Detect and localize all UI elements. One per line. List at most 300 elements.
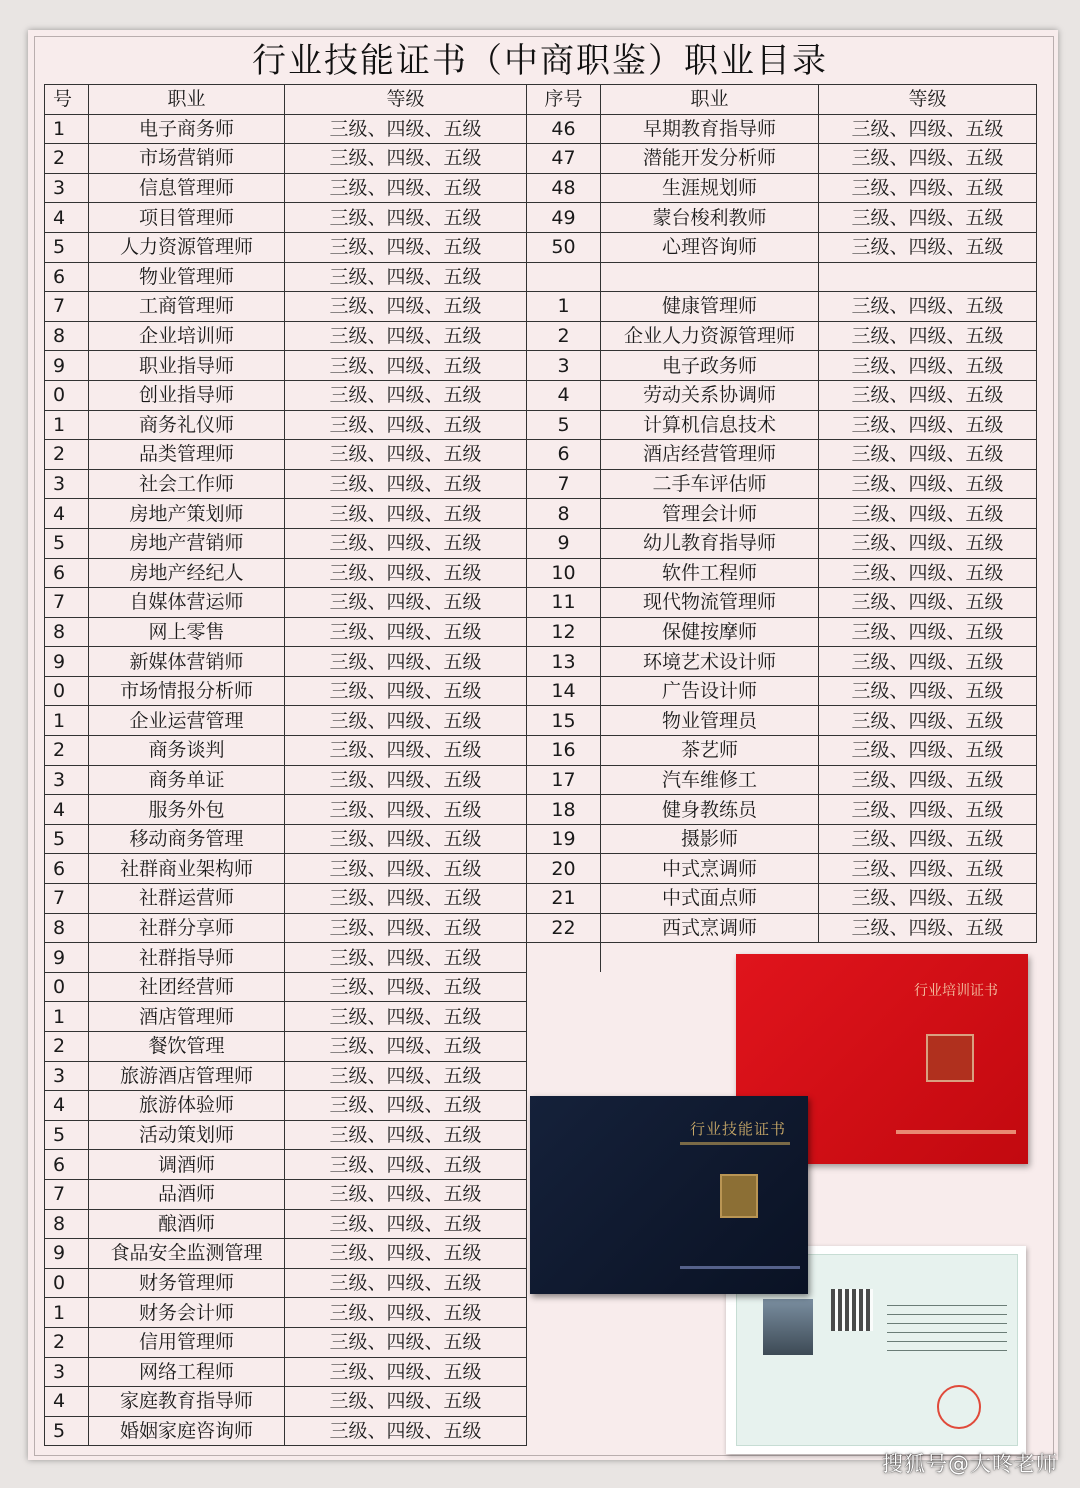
issuer-line: [896, 1130, 1016, 1134]
row-number: 4: [45, 795, 89, 825]
row-level: 三级、四级、五级: [819, 410, 1037, 440]
table-row: [45, 440, 527, 470]
row-number: 16: [527, 736, 601, 766]
row-number: 0: [45, 380, 89, 410]
row-job: 社群运营师: [89, 884, 285, 914]
table-row: [45, 558, 527, 588]
row-job: 摄影师: [601, 824, 819, 854]
row-level: 三级、四级、五级: [285, 972, 527, 1002]
table-row: [45, 1416, 527, 1446]
table-row: [45, 795, 527, 825]
row-level: 三级、四级、五级: [819, 499, 1037, 529]
row-job: 项目管理师: [89, 203, 285, 233]
row-number: 9: [527, 528, 601, 558]
row-level: 三级、四级、五级: [819, 588, 1037, 618]
table-row: [45, 144, 527, 174]
row-job: 现代物流管理师: [601, 588, 819, 618]
subtitle-line: [680, 1142, 790, 1145]
row-number: 4: [45, 1387, 89, 1417]
row-level: 三级、四级、五级: [819, 854, 1037, 884]
row-job: 市场情报分析师: [89, 676, 285, 706]
row-number: 46: [527, 114, 601, 144]
table-row: [527, 913, 1037, 943]
emblem-icon: [720, 1174, 758, 1218]
row-level: 三级、四级、五级: [285, 528, 527, 558]
row-number: 4: [45, 499, 89, 529]
table-row: [45, 1091, 527, 1121]
row-number: 17: [527, 765, 601, 795]
row-level: 三级、四级、五级: [819, 173, 1037, 203]
row-number: 50: [527, 232, 601, 262]
row-level: 三级、四级、五级: [285, 1416, 527, 1446]
row-job: 物业管理师: [89, 262, 285, 292]
table-row: [45, 1387, 527, 1417]
row-level: 三级、四级、五级: [819, 203, 1037, 233]
row-number: 21: [527, 884, 601, 914]
row-level: 三级、四级、五级: [819, 380, 1037, 410]
red-seal-icon: [937, 1385, 981, 1429]
row-number: 20: [527, 854, 601, 884]
table-row: [45, 1357, 527, 1387]
table-row: [45, 528, 527, 558]
table-row: [527, 232, 1037, 262]
table-row: [45, 617, 527, 647]
row-level: 三级、四级、五级: [819, 824, 1037, 854]
row-job: 中式烹调师: [601, 854, 819, 884]
row-job: 社群指导师: [89, 943, 285, 973]
row-job: 中式面点师: [601, 884, 819, 914]
row-level: 三级、四级、五级: [819, 114, 1037, 144]
header-num: 序号: [527, 85, 601, 115]
row-number: 7: [527, 469, 601, 499]
blank-cell: [527, 262, 601, 292]
row-level: 三级、四级、五级: [819, 292, 1037, 322]
row-job: 品类管理师: [89, 440, 285, 470]
blank-cell: [819, 262, 1037, 292]
row-number: 6: [527, 440, 601, 470]
header-level: 等级: [285, 85, 527, 115]
row-level: 三级、四级、五级: [819, 144, 1037, 174]
row-number: 22: [527, 913, 601, 943]
row-level: 三级、四级、五级: [819, 469, 1037, 499]
row-job: 西式烹调师: [601, 913, 819, 943]
row-number: 1: [45, 114, 89, 144]
table-row: [45, 676, 527, 706]
row-level: 三级、四级、五级: [285, 1002, 527, 1032]
row-number: 13: [527, 647, 601, 677]
row-number: 5: [45, 528, 89, 558]
table-row: [45, 647, 527, 677]
row-job: 劳动关系协调师: [601, 380, 819, 410]
row-level: 三级、四级、五级: [285, 1032, 527, 1062]
table-row: [45, 765, 527, 795]
table-row: [45, 1032, 527, 1062]
row-job: 二手车评估师: [601, 469, 819, 499]
row-level: 三级、四级、五级: [285, 114, 527, 144]
table-row: [527, 114, 1037, 144]
row-job: 蒙台梭利教师: [601, 203, 819, 233]
table-row: [527, 706, 1037, 736]
row-level: 三级、四级、五级: [285, 410, 527, 440]
row-number: 3: [527, 351, 601, 381]
row-level: 三级、四级、五级: [285, 1387, 527, 1417]
row-number: 3: [45, 469, 89, 499]
qr-code-icon: [831, 1289, 873, 1331]
table-row: [45, 262, 527, 292]
table-header-row: [527, 85, 1037, 115]
row-number: 7: [45, 884, 89, 914]
row-level: 三级、四级、五级: [819, 321, 1037, 351]
row-job: 健康管理师: [601, 292, 819, 322]
row-job: 工商管理师: [89, 292, 285, 322]
row-job: 市场营销师: [89, 144, 285, 174]
table-row: [45, 1150, 527, 1180]
emblem-icon: [926, 1034, 974, 1082]
row-job: 茶艺师: [601, 736, 819, 766]
row-job: 企业人力资源管理师: [601, 321, 819, 351]
row-job: 早期教育指导师: [601, 114, 819, 144]
row-job: 汽车维修工: [601, 765, 819, 795]
row-level: 三级、四级、五级: [285, 558, 527, 588]
header-level: 等级: [819, 85, 1037, 115]
header-job: 职业: [601, 85, 819, 115]
page-title: 行业技能证书（中商职鉴）职业目录: [252, 41, 828, 81]
row-number: 0: [45, 1268, 89, 1298]
right-catalog-table: [526, 84, 1037, 972]
row-level: 三级、四级、五级: [285, 1239, 527, 1269]
row-number: 0: [45, 676, 89, 706]
table-row: [527, 469, 1037, 499]
table-row: [45, 1239, 527, 1269]
table-row: [527, 617, 1037, 647]
row-job: 人力资源管理师: [89, 232, 285, 262]
row-level: 三级、四级、五级: [819, 558, 1037, 588]
row-level: 三级、四级、五级: [819, 676, 1037, 706]
row-job: 网络工程师: [89, 1357, 285, 1387]
table-row: [527, 410, 1037, 440]
table-row: [45, 499, 527, 529]
row-job: 生涯规划师: [601, 173, 819, 203]
left-catalog-table: [44, 84, 527, 1446]
row-job: 酒店管理师: [89, 1002, 285, 1032]
row-level: 三级、四级、五级: [285, 1327, 527, 1357]
table-row: [45, 854, 527, 884]
navy-certificate-photo: [530, 1096, 808, 1294]
table-row: [527, 647, 1037, 677]
row-level: 三级、四级、五级: [819, 736, 1037, 766]
table-row: [45, 588, 527, 618]
row-level: 三级、四级、五级: [285, 617, 527, 647]
row-level: 三级、四级、五级: [285, 232, 527, 262]
header-job: 职业: [89, 85, 285, 115]
row-number: 8: [45, 913, 89, 943]
issuer-line: [680, 1266, 800, 1269]
row-number: 6: [45, 558, 89, 588]
holder-photo: [763, 1299, 813, 1355]
row-job: 自媒体营运师: [89, 588, 285, 618]
row-job: 商务礼仪师: [89, 410, 285, 440]
table-row: [45, 1298, 527, 1328]
table-row: [45, 173, 527, 203]
row-number: 2: [45, 1327, 89, 1357]
row-level: 三级、四级、五级: [285, 1209, 527, 1239]
row-job: 社会工作师: [89, 469, 285, 499]
table-row: [527, 854, 1037, 884]
row-number: 2: [45, 144, 89, 174]
red-certificate-title: 行业培训证书: [914, 983, 998, 999]
row-job: 社群商业架构师: [89, 854, 285, 884]
row-number: 6: [45, 854, 89, 884]
blank-cell: [601, 262, 819, 292]
row-number: 3: [45, 765, 89, 795]
table-row: [527, 676, 1037, 706]
row-level: 三级、四级、五级: [285, 351, 527, 381]
table-row: [45, 1061, 527, 1091]
row-level: 三级、四级、五级: [819, 351, 1037, 381]
table-row: [45, 736, 527, 766]
row-number: 6: [45, 1150, 89, 1180]
table-row: [527, 351, 1037, 381]
row-level: 三级、四级、五级: [285, 499, 527, 529]
table-row: [45, 114, 527, 144]
row-level: 三级、四级、五级: [819, 617, 1037, 647]
row-level: 三级、四级、五级: [285, 1061, 527, 1091]
row-job: 计算机信息技术: [601, 410, 819, 440]
row-job: 财务管理师: [89, 1268, 285, 1298]
row-number: 8: [45, 617, 89, 647]
table-row: [527, 144, 1037, 174]
row-job: 品酒师: [89, 1179, 285, 1209]
row-level: 三级、四级、五级: [285, 913, 527, 943]
blank-row: [527, 262, 1037, 292]
row-number: 9: [45, 1239, 89, 1269]
row-number: 14: [527, 676, 601, 706]
row-number: 5: [45, 232, 89, 262]
row-number: 2: [45, 1032, 89, 1062]
row-job: 旅游酒店管理师: [89, 1061, 285, 1091]
row-number: 11: [527, 588, 601, 618]
row-job: 健身教练员: [601, 795, 819, 825]
row-number: 5: [527, 410, 601, 440]
row-level: 三级、四级、五级: [819, 706, 1037, 736]
row-level: 三级、四级、五级: [819, 913, 1037, 943]
table-row: [45, 1179, 527, 1209]
row-level: 三级、四级、五级: [285, 736, 527, 766]
navy-certificate-title: 行业技能证书: [690, 1120, 787, 1138]
row-number: 8: [527, 499, 601, 529]
row-job: 企业培训师: [89, 321, 285, 351]
row-level: 三级、四级、五级: [285, 647, 527, 677]
row-level: 三级、四级、五级: [285, 1091, 527, 1121]
row-number: 8: [45, 321, 89, 351]
row-level: 三级、四级、五级: [285, 144, 527, 174]
row-level: 三级、四级、五级: [285, 884, 527, 914]
row-level: 三级、四级、五级: [285, 1298, 527, 1328]
row-job: 软件工程师: [601, 558, 819, 588]
table-row: [527, 588, 1037, 618]
row-job: 创业指导师: [89, 380, 285, 410]
row-job: 财务会计师: [89, 1298, 285, 1328]
table-row: [527, 824, 1037, 854]
row-job: 幼儿教育指导师: [601, 528, 819, 558]
row-level: 三级、四级、五级: [819, 647, 1037, 677]
row-job: 商务谈判: [89, 736, 285, 766]
row-number: 48: [527, 173, 601, 203]
row-number: 6: [45, 262, 89, 292]
table-row: [527, 736, 1037, 766]
table-row: [45, 1209, 527, 1239]
row-number: 4: [527, 380, 601, 410]
row-level: 三级、四级、五级: [819, 232, 1037, 262]
row-job: 企业运营管理: [89, 706, 285, 736]
row-job: 广告设计师: [601, 676, 819, 706]
row-level: 三级、四级、五级: [285, 173, 527, 203]
table-row: [45, 203, 527, 233]
row-job: 社群分享师: [89, 913, 285, 943]
table-row: [45, 410, 527, 440]
row-number: 1: [527, 292, 601, 322]
row-number: 5: [45, 824, 89, 854]
table-row: [45, 1268, 527, 1298]
row-job: 家庭教育指导师: [89, 1387, 285, 1417]
row-job: 管理会计师: [601, 499, 819, 529]
table-row: [45, 884, 527, 914]
table-row: [527, 765, 1037, 795]
row-job: 房地产营销师: [89, 528, 285, 558]
row-job: 酒店经营管理师: [601, 440, 819, 470]
row-job: 网上零售: [89, 617, 285, 647]
table-row: [527, 321, 1037, 351]
table-row: [45, 232, 527, 262]
row-level: 三级、四级、五级: [285, 203, 527, 233]
row-number: 0: [45, 972, 89, 1002]
certificate-text-block: [887, 1297, 1007, 1357]
table-row: [45, 380, 527, 410]
row-number: 3: [45, 1357, 89, 1387]
row-job: 服务外包: [89, 795, 285, 825]
row-number: 2: [45, 736, 89, 766]
watermark: 搜狐号@大咚老师: [882, 1452, 1058, 1476]
row-level: 三级、四级、五级: [285, 292, 527, 322]
row-job: 电子商务师: [89, 114, 285, 144]
row-number: 2: [527, 321, 601, 351]
row-level: 三级、四级、五级: [285, 321, 527, 351]
row-number: 1: [45, 1298, 89, 1328]
row-number: 5: [45, 1120, 89, 1150]
row-number: 7: [45, 292, 89, 322]
row-level: 三级、四级、五级: [285, 1150, 527, 1180]
row-number: 9: [45, 647, 89, 677]
row-level: 三级、四级、五级: [285, 1357, 527, 1387]
table-row: [527, 440, 1037, 470]
row-job: 信息管理师: [89, 173, 285, 203]
table-row: [45, 1120, 527, 1150]
row-job: 房地产经纪人: [89, 558, 285, 588]
row-job: 潜能开发分析师: [601, 144, 819, 174]
row-level: 三级、四级、五级: [819, 440, 1037, 470]
row-number: 3: [45, 1061, 89, 1091]
row-job: 心理咨询师: [601, 232, 819, 262]
row-number: 9: [45, 351, 89, 381]
row-number: 8: [45, 1209, 89, 1239]
row-number: 49: [527, 203, 601, 233]
row-job: 新媒体营销师: [89, 647, 285, 677]
table-row: [45, 1327, 527, 1357]
table-row: [527, 528, 1037, 558]
row-level: 三级、四级、五级: [285, 262, 527, 292]
row-job: 信用管理师: [89, 1327, 285, 1357]
table-row: [527, 292, 1037, 322]
table-row: [45, 351, 527, 381]
row-job: 酿酒师: [89, 1209, 285, 1239]
table-row: [45, 1002, 527, 1032]
row-level: 三级、四级、五级: [285, 1120, 527, 1150]
row-job: 电子政务师: [601, 351, 819, 381]
blank-cell: [527, 943, 601, 972]
row-number: 1: [45, 410, 89, 440]
row-number: 1: [45, 706, 89, 736]
row-level: 三级、四级、五级: [285, 765, 527, 795]
row-number: 2: [45, 440, 89, 470]
row-level: 三级、四级、五级: [819, 795, 1037, 825]
table-row: [527, 173, 1037, 203]
row-level: 三级、四级、五级: [285, 943, 527, 973]
row-job: 食品安全监测管理: [89, 1239, 285, 1269]
row-job: 职业指导师: [89, 351, 285, 381]
row-level: 三级、四级、五级: [285, 824, 527, 854]
table-row: [527, 380, 1037, 410]
table-row: [527, 499, 1037, 529]
row-level: 三级、四级、五级: [819, 884, 1037, 914]
row-level: 三级、四级、五级: [285, 380, 527, 410]
table-row: [45, 972, 527, 1002]
row-number: 19: [527, 824, 601, 854]
row-number: 9: [45, 943, 89, 973]
table-row: [45, 943, 527, 973]
row-number: 1: [45, 1002, 89, 1032]
row-level: 三级、四级、五级: [285, 676, 527, 706]
row-number: 5: [45, 1416, 89, 1446]
row-job: 房地产策划师: [89, 499, 285, 529]
row-level: 三级、四级、五级: [819, 528, 1037, 558]
row-job: 保健按摩师: [601, 617, 819, 647]
table-row: [45, 292, 527, 322]
row-level: 三级、四级、五级: [285, 706, 527, 736]
row-level: 三级、四级、五级: [819, 765, 1037, 795]
header-num: 号: [45, 85, 89, 115]
row-job: 活动策划师: [89, 1120, 285, 1150]
row-number: 7: [45, 1179, 89, 1209]
row-level: 三级、四级、五级: [285, 1179, 527, 1209]
table-row: [45, 824, 527, 854]
table-row: [527, 558, 1037, 588]
table-row: [45, 469, 527, 499]
row-level: 三级、四级、五级: [285, 854, 527, 884]
table-row: [527, 884, 1037, 914]
row-level: 三级、四级、五级: [285, 469, 527, 499]
row-job: 旅游体验师: [89, 1091, 285, 1121]
row-number: 10: [527, 558, 601, 588]
row-number: 4: [45, 203, 89, 233]
table-row: [45, 321, 527, 351]
row-number: 12: [527, 617, 601, 647]
row-job: 社团经营师: [89, 972, 285, 1002]
row-job: 婚姻家庭咨询师: [89, 1416, 285, 1446]
row-job: 环境艺术设计师: [601, 647, 819, 677]
row-job: 商务单证: [89, 765, 285, 795]
table-row: [527, 795, 1037, 825]
row-level: 三级、四级、五级: [285, 1268, 527, 1298]
